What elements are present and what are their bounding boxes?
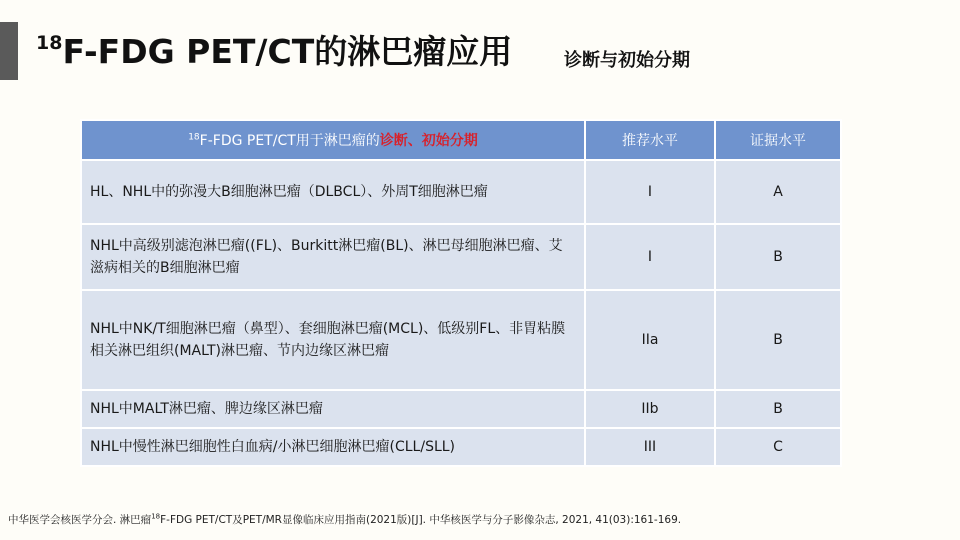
title-superscript: 18 — [36, 32, 63, 54]
table-row — [81, 160, 841, 224]
cell-indication: HL、NHL中的弥漫大B细胞淋巴瘤（DLBCL）、外周T细胞淋巴瘤 — [81, 160, 585, 224]
cell-indication: NHL中MALT淋巴瘤、脾边缘区淋巴瘤 — [81, 390, 585, 428]
header-superscript: 18 — [188, 132, 200, 143]
table-row — [81, 390, 841, 428]
cell-recommendation: IIa — [585, 290, 715, 390]
citation-text-start: 中华医学会核医学分会. 淋巴瘤 — [8, 514, 152, 526]
cell-evidence: A — [715, 160, 841, 224]
cell-recommendation: III — [585, 428, 715, 466]
page-subtitle: 诊断与初始分期 — [564, 50, 690, 71]
cell-evidence: B — [715, 224, 841, 290]
cell-recommendation: I — [585, 160, 715, 224]
header-indication-highlight: 诊断、初始分期 — [379, 133, 478, 149]
title-text: F-FDG PET/CT的淋巴瘤应用 — [62, 32, 513, 71]
title-accent-bar — [0, 22, 18, 80]
table-row — [81, 428, 841, 466]
cell-indication: NHL中慢性淋巴细胞性白血病/小淋巴细胞淋巴瘤(CLL/SLL) — [81, 428, 585, 466]
citation-superscript: 18 — [151, 512, 161, 521]
cell-evidence: B — [715, 390, 841, 428]
table-row — [81, 224, 841, 290]
citation-footer — [8, 512, 681, 527]
citation-text-end: F-FDG PET/CT及PET/MR显像临床应用指南(2021版)[J]. 中华核医学与分子影像杂志, 2021, 41(03):161-169. — [160, 514, 682, 526]
recommendation-table — [80, 119, 842, 467]
header-evidence-level: 证据水平 — [715, 120, 841, 160]
cell-recommendation: I — [585, 224, 715, 290]
header-indication-text: F-FDG PET/CT用于淋巴瘤的 — [199, 133, 380, 149]
cell-evidence: B — [715, 290, 841, 390]
page-title — [36, 30, 512, 74]
cell-evidence: C — [715, 428, 841, 466]
cell-indication: NHL中NK/T细胞淋巴瘤（鼻型）、套细胞淋巴瘤(MCL)、低级别FL、非胃粘膜相关淋巴组织(MALT)淋巴瘤、节内边缘区淋巴瘤 — [81, 290, 585, 390]
cell-recommendation: IIb — [585, 390, 715, 428]
header-recommendation-level: 推荐水平 — [585, 120, 715, 160]
table-row — [81, 290, 841, 390]
header-indication — [81, 120, 585, 160]
table-header-row — [81, 120, 841, 160]
cell-indication: NHL中高级别滤泡淋巴瘤((FL)、Burkitt淋巴瘤(BL)、淋巴母细胞淋巴瘤、艾滋病相关的B细胞淋巴瘤 — [81, 224, 585, 290]
